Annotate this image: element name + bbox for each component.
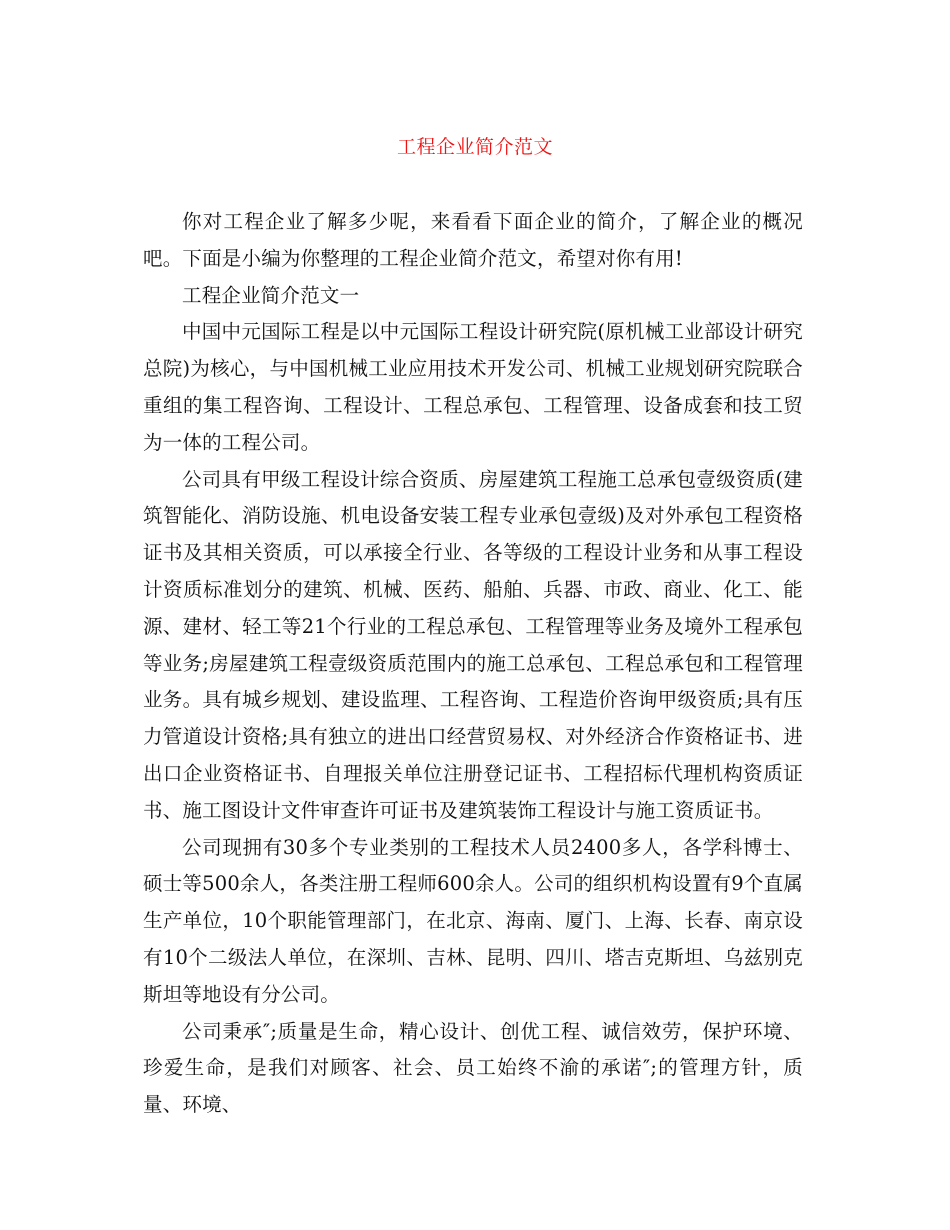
paragraph-qualifications: 公司具有甲级工程设计综合资质、房屋建筑工程施工总承包壹级资质(建筑智能化、消防设施、机电设备安装工程专业承包壹级)及对外承包工程资格证书及其相关资质，可以承接全行业、各等级的工程设计业务和从事工程设计资质标准划分的建筑、机械、医药、船舶、兵器、市政、商业、化工、能源、建材、轻工等21个行业的工程总承包、工程管理等业务及境外工程承包等业务;房屋建筑工程壹级资质范围内的施工总承包、工程总承包和工程管理业务。具有城乡规划、建设监理、工程咨询、工程造价咨询甲级资质;具有压力管道设计资格;具有独立的进出口经营贸易权、对外经济合作资格证书、进出口企业资格证书、自理报关单位注册登记证书、工程招标代理机构资质证书、施工图设计文件审查许可证书及建筑装饰工程设计与施工资质证书。 bbox=[143, 467, 803, 822]
document-body bbox=[143, 204, 803, 1124]
document-title: 工程企业简介范文 bbox=[396, 136, 553, 158]
paragraph-policy: 公司秉承″;质量是生命，精心设计、创优工程、诚信效劳，保护环境、珍爱生命，是我们对顾客、社会、员工始终不渝的承诺″;的管理方针，质量、环境、 bbox=[143, 1019, 803, 1117]
paragraph-company-overview: 中国中元国际工程是以中元国际工程设计研究院(原机械工业部设计研究总院)为核心，与中国机械工业应用技术开发公司、机械工业规划研究院联合重组的集工程咨询、工程设计、工程总承包、工程管理、设备成套和技工贸为一体的工程公司。 bbox=[143, 320, 803, 454]
section-heading: 工程企业简介范文一 bbox=[182, 283, 360, 307]
paragraph-intro: 你对工程企业了解多少呢，来看看下面企业的简介，了解企业的概况吧。下面是小编为你整理的工程企业简介范文，希望对你有用! bbox=[143, 210, 803, 270]
paragraph-staff: 公司现拥有30多个专业类别的工程技术人员2400多人，各学科博士、硕士等500余人，各类注册工程师600余人。公司的组织机构设置有9个直属生产单位，10个职能管理部门，在北京、海南、厦门、上海、长春、南京设有10个二级法人单位，在深圳、吉林、昆明、四川、塔吉克斯坦、乌兹别克斯坦等地设有分公司。 bbox=[143, 835, 803, 1006]
